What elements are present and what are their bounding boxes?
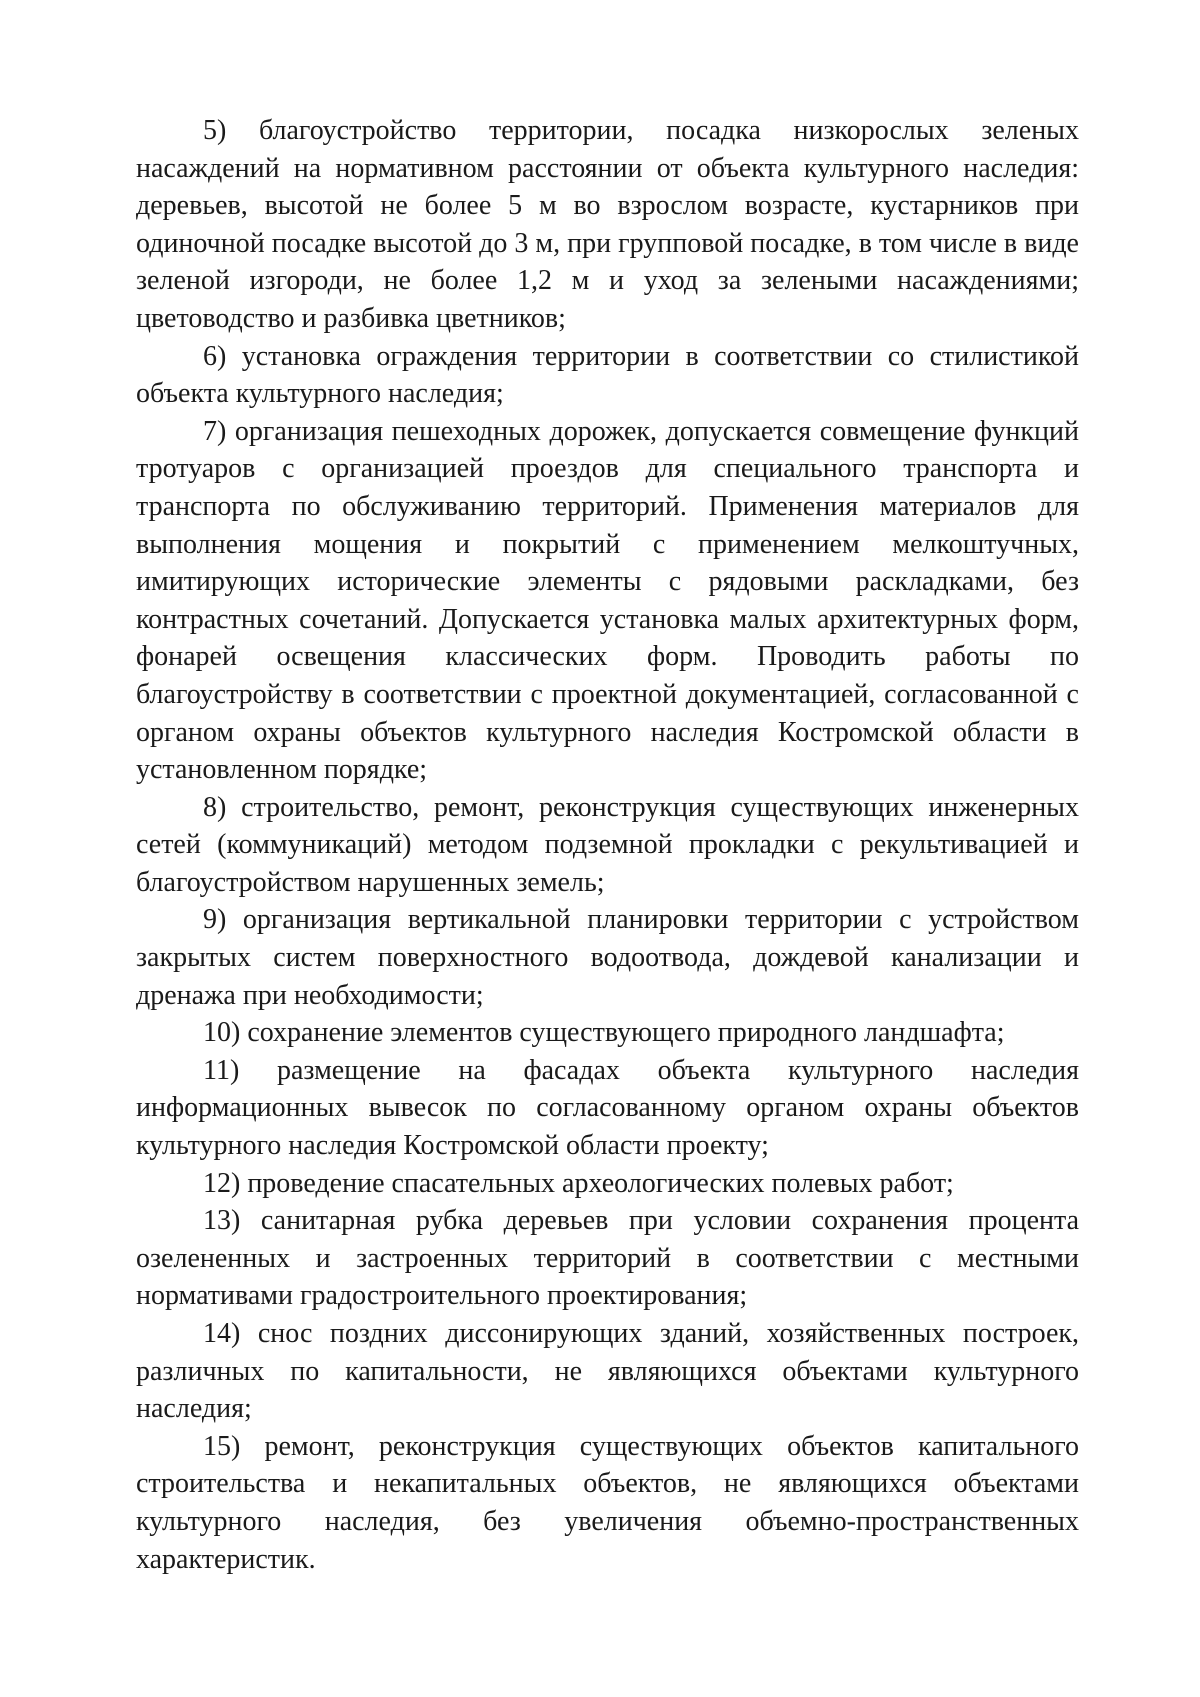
list-item-10: 10) сохранение элементов существующего природного ландшафта; bbox=[203, 1017, 1005, 1049]
list-item-6: 6) установка ограждения территории в соответствии со стилистикой объекта культурного наследия; bbox=[136, 340, 1079, 410]
list-item-8: 8) строительство, ремонт, реконструкция существующих инженерных сетей (коммуникаций) методом подземной прокладки с рекультивацией и благоустройством нарушенных земель; bbox=[136, 791, 1079, 898]
list-item-5: 5) благоустройство территории, посадка низкорослых зеленых насаждений на нормативном расстоянии от объекта культурного наследия: деревьев, высотой не более 5 м во взрослом возрасте, кустарников при одиночной посадке высотой до 3 м, при групповой посадке, в том числе в виде зеленой изгороди, не более 1,2 м и уход за зелеными насаждениями; цветоводство и разбивка цветников; bbox=[136, 115, 1079, 334]
list-item-15: 15) ремонт, реконструкция существующих объектов капитального строительства и некапитальных объектов, не являющихся объектами культурного наследия, без увеличения объемно-пространственных характеристик. bbox=[136, 1430, 1079, 1575]
list-item-7: 7) организация пешеходных дорожек, допускается совмещение функций тротуаров с организацией проездов для специального транспорта и транспорта по обслуживанию территорий. Применения материалов для выполнения мощения и покрытий с применением мелкоштучных, имитирующих исторические элементы с рядовыми раскладками, без контрастных сочетаний. Допускается установка малых архитектурных форм, фонарей освещения классических форм. Проводить работы по благоустройству в соответствии с проектной документацией, согласованной с органом охраны объектов культурного наследия Костромской области в установленном порядке; bbox=[136, 415, 1079, 786]
list-item-12: 12) проведение спасательных археологических полевых работ; bbox=[203, 1167, 954, 1199]
list-item-11: 11) размещение на фасадах объекта культурного наследия информационных вывесок по согласованному органом охраны объектов культурного наследия Костромской области проекту; bbox=[136, 1054, 1079, 1162]
list-item-9: 9) организация вертикальной планировки территории с устройством закрытых систем поверхностного водоотвода, дождевой канализации и дренажа при необходимости; bbox=[136, 904, 1079, 1011]
document-body bbox=[136, 112, 1079, 1578]
list-item-13: 13) санитарная рубка деревьев при условии сохранения процента озелененных и застроенных территорий в соответствии с местными нормативами градостроительного проектирования; bbox=[136, 1205, 1079, 1312]
list-item-14: 14) снос поздних диссонирующих зданий, хозяйственных построек, различных по капитальности, не являющихся объектами культурного наследия; bbox=[136, 1318, 1079, 1425]
